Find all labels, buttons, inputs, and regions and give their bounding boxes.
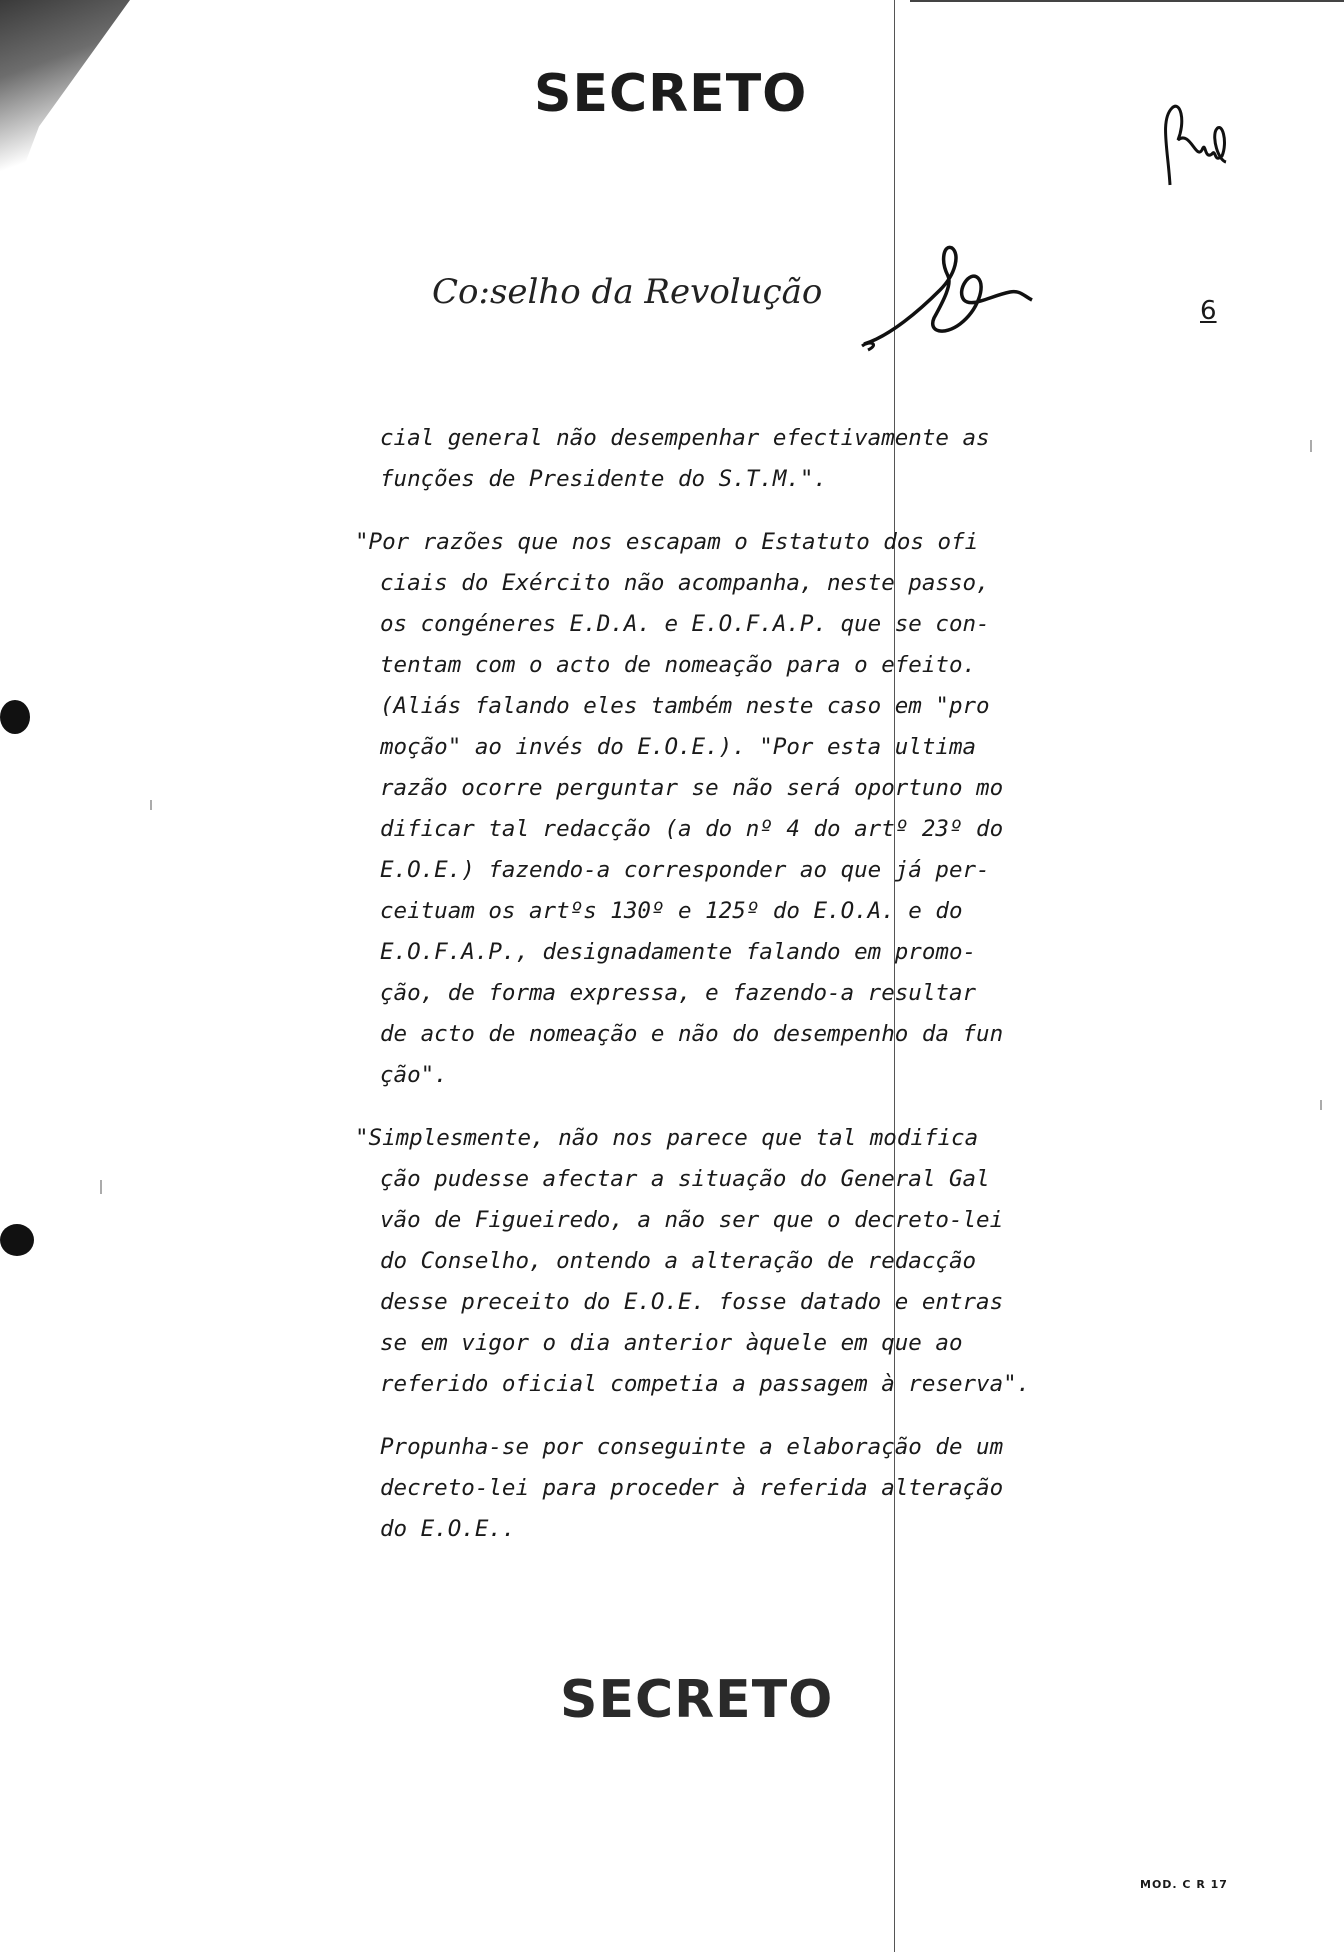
text-line: ciais do Exército não acompanha, neste passo, [380,570,990,596]
text-line: ceituam os artºs 130º e 125º do E.O.A. e do [380,898,963,924]
text-line: dificar tal redacção (a do nº 4 do artº 23º do [380,816,1004,842]
text-line: de acto de nomeação e não do desempenho da fun [380,1021,1004,1047]
text-line: ção". [380,1062,448,1088]
page-number: 6 [1200,296,1217,326]
text-line: do Conselho, ontendo a alteração de redacção [380,1248,977,1274]
text-line: tentam com o acto de nomeação para o efeito. [380,652,977,678]
text-line: Propunha-se por conseguinte a elaboração de um [380,1434,1004,1460]
text-line: decreto-lei para proceder à referida alteração [380,1475,1004,1501]
text-line: se em vigor o dia anterior àquele em que ao [380,1330,963,1356]
scan-speck [150,800,152,810]
text-line: "Por razões que nos escapam o Estatuto dos ofi [355,529,979,555]
text-line: (Aliás falando eles também neste caso em "pro [380,693,990,719]
text-line: E.O.E.) fazendo-a corresponder ao que já per- [380,857,990,883]
scan-corner-shadow [0,0,130,230]
text-line: ção pudesse afectar a situação do General Gal [380,1166,990,1192]
letter-body [355,418,1195,1572]
text-line: razão ocorre perguntar se não será oportuno mo [380,775,1004,801]
text-line: moção" ao invés do E.O.E.). "Por esta ultima [380,734,977,760]
handwritten-signature [860,240,1060,360]
paragraph-2 [355,522,1195,1096]
text-line: cial general não desempenhar efectivamente as [380,425,990,451]
scan-speck [100,1180,102,1194]
paragraph-3 [355,1118,1195,1405]
text-line: E.O.F.A.P., designadamente falando em promo- [380,939,977,965]
classification-stamp-bottom: SECRETO [560,1670,834,1730]
scan-speck [1310,440,1312,452]
text-line: desse preceito do E.O.E. fosse datado e entras [380,1289,1004,1315]
handwritten-initials [1150,90,1240,200]
text-line: funções de Presidente do S.T.M.". [380,466,828,492]
text-line: "Simplesmente, não nos parece que tal modifica [355,1125,979,1151]
paragraph-1 [355,418,1195,500]
classification-stamp-top: SECRETO [534,64,808,124]
text-line: do E.O.E.. [380,1516,516,1542]
letterhead-council: Co:selho da Revolução [432,272,823,312]
text-line: ção, de forma expressa, e fazendo-a resultar [380,980,977,1006]
text-line: os congéneres E.D.A. e E.O.F.A.P. que se con- [380,611,990,637]
form-code: MOD. C R 17 [1140,1878,1228,1891]
scan-speck [1320,1100,1322,1110]
text-line: referido oficial competia a passagem à reserva". [380,1371,1031,1397]
punch-hole-lower [0,1224,34,1256]
text-line: vão de Figueiredo, a não ser que o decreto-lei [380,1207,1004,1233]
top-edge-rule [910,0,1344,2]
paragraph-4 [355,1427,1195,1550]
punch-hole-upper [0,700,30,734]
